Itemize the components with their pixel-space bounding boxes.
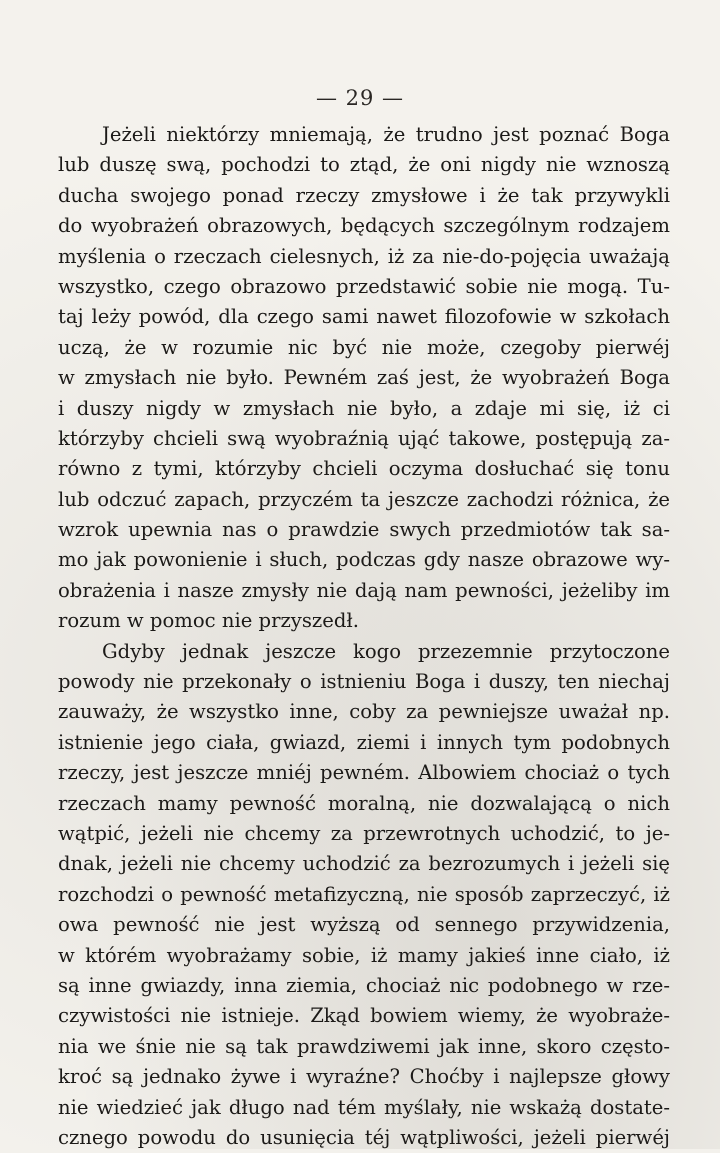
text-line: wątpić, jeżeli nie chcemy za przewrotnych uchodzić, to je- — [58, 821, 670, 845]
paragraph-2 — [58, 637, 670, 1153]
text-line: i duszy nigdy w zmysłach nie było, a zdaje mi się, iż ci — [58, 396, 670, 420]
text-line: w zmysłach nie było. Pewném zaś jest, że wyobrażeń Boga — [58, 366, 670, 390]
text-line: zauważy, że wszystko inne, coby za pewniejsze uważał np. — [58, 700, 670, 724]
text-line: rozum w pomoc nie przyszedł. — [58, 609, 359, 633]
text-line: uczą, że w rozumie nic być nie może, czegoby pierwéj — [58, 335, 670, 359]
text-line: dnak, jeżeli nie chcemy uchodzić za bezrozumych i jeżeli się — [58, 852, 670, 876]
text-line: cznego powodu do usunięcia téj wątpliwości, jeżeli pierwéj — [58, 1125, 670, 1149]
text-line: taj leży powód, dla czego sami nawet filozofowie w szkołach — [58, 305, 670, 329]
text-line: w którém wyobrażamy sobie, iż mamy jakieś inne ciało, iż — [58, 943, 670, 967]
text-line: ducha swojego ponad rzeczy zmysłowe i że tak przywykli — [58, 183, 670, 207]
text-line: którzyby chcieli swą wyobraźnią ująć takowe, postępują za- — [58, 426, 670, 450]
text-line: Jeżeli niektórzy mniemają, że trudno jest poznać Boga — [102, 123, 670, 146]
text-line: są inne gwiazdy, inna ziemia, chociaż nic podobnego w rze- — [58, 973, 670, 997]
text-line: wszystko, czego obrazowo przedstawić sobie nie mogą. Tu- — [58, 274, 670, 298]
text-line: lub odczuć zapach, przyczém ta jeszcze zachodzi różnica, że — [58, 487, 670, 511]
text-line: rzeczy, jest jeszcze mniéj pewném. Albowiem chociaż o tych — [58, 761, 670, 785]
text-line: obrażenia i nasze zmysły nie dają nam pewności, jeżeliby im — [58, 578, 670, 602]
body-text — [58, 120, 670, 1153]
text-line: nia we śnie nie są tak prawdziwemi jak inne, skoro często- — [58, 1034, 670, 1058]
text-line: lub duszę swą, pochodzi to ztąd, że oni nigdy nie wznoszą — [58, 153, 670, 177]
page-number: — 29 — — [315, 86, 405, 110]
text-line: Gdyby jednak jeszcze kogo przezemnie przytoczone — [102, 639, 670, 663]
text-line: wzrok upewnia nas o prawdzie swych przedmiotów tak sa- — [58, 518, 670, 542]
paragraph-1 — [58, 120, 670, 637]
text-line: mo jak powonienie i słuch, podczas gdy nasze obrazowe wy- — [58, 548, 670, 572]
text-line: kroć są jednako żywe i wyraźne? Choćby i najlepsze głowy — [58, 1065, 670, 1089]
text-line: istnienie jego ciała, gwiazd, ziemi i innych tym podobnych — [58, 730, 670, 754]
text-line: rzeczach mamy pewność moralną, nie dozwalającą o nich — [58, 791, 670, 815]
text-line: owa pewność nie jest wyższą od sennego przywidzenia, — [58, 913, 670, 937]
text-line: rozchodzi o pewność metafizyczną, nie sposób zaprzeczyć, iż — [58, 882, 670, 906]
text-line: czywistości nie istnieje. Zkąd bowiem wiemy, że wyobraże- — [58, 1004, 670, 1028]
text-line: do wyobrażeń obrazowych, będących szczególnym rodzajem — [58, 214, 670, 238]
text-line: myślenia o rzeczach cielesnych, iż za nie-do-pojęcia uważają — [58, 244, 670, 268]
text-line: nie wiedzieć jak długo nad tém myślały, nie wskażą dostate- — [58, 1095, 670, 1119]
text-line: równo z tymi, którzyby chcieli oczyma dosłuchać się tonu — [58, 457, 670, 481]
text-line: powody nie przekonały o istnieniu Boga i duszy, ten niechaj — [58, 670, 670, 694]
